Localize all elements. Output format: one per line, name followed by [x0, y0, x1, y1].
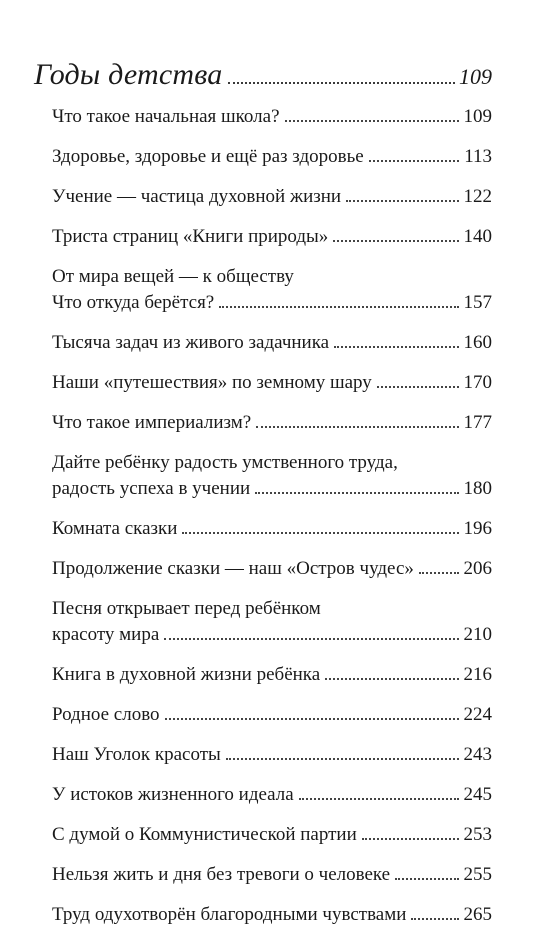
toc-entry-page-number: 245: [463, 784, 492, 805]
toc-entry-row: [52, 146, 492, 172]
toc-entry-title: С думой о Коммунистической партии: [52, 824, 357, 845]
toc-entry-page-number: 210: [463, 624, 492, 645]
toc-entry-row: [52, 824, 492, 850]
toc-entry: [52, 664, 492, 690]
table-of-contents: [34, 58, 492, 944]
dot-leader: [395, 878, 458, 880]
toc-entry-row: [52, 704, 492, 730]
toc-entry-title-line: От мира вещей — к обществу: [52, 266, 294, 287]
toc-entry: [52, 784, 492, 810]
dot-leader: [165, 718, 459, 720]
toc-entry-title: Триста страниц «Книги природы»: [52, 226, 329, 247]
toc-section-heading: [34, 58, 492, 96]
toc-entry-title: Учение — частица духовной жизни: [52, 186, 342, 207]
dot-leader: [369, 160, 460, 162]
dot-leader: [255, 492, 458, 494]
toc-entry-title: У истоков жизненного идеала: [52, 784, 294, 805]
toc-entry-page-number: 160: [463, 332, 492, 353]
toc-entry: [52, 332, 492, 358]
toc-entry: [52, 824, 492, 850]
toc-entry-page-number: 122: [463, 186, 492, 207]
toc-entry-page-number: 140: [463, 226, 492, 247]
toc-entry-row: [52, 332, 492, 358]
toc-entry-page-number: 157: [463, 292, 492, 313]
toc-entry: [52, 186, 492, 212]
dot-leader: [219, 306, 458, 308]
toc-entry-title: Здоровье, здоровье и ещё раз здоровье: [52, 146, 364, 167]
toc-entry-page-number: 177: [463, 412, 492, 433]
toc-entry-page-number: 255: [463, 864, 492, 885]
toc-entry: [52, 704, 492, 730]
toc-entry-title-line: Песня открывает перед ребёнком: [52, 598, 321, 619]
toc-entry: [52, 226, 492, 252]
toc-entry-page-number: 170: [463, 372, 492, 393]
toc-entry-row: [52, 106, 492, 132]
dot-leader: [182, 532, 458, 534]
toc-entry-page-number: 265: [463, 904, 492, 925]
toc-entry-title: красоту мира: [52, 624, 160, 645]
toc-entry-row: [52, 292, 492, 318]
toc-entry-row: [52, 186, 492, 212]
toc-entry-title-line: Дайте ребёнку радость умственного труда,: [52, 452, 398, 473]
toc-entry-row: [52, 372, 492, 398]
toc-entry-page-number: 109: [463, 106, 492, 127]
dot-leader: [256, 426, 458, 428]
dot-leader: [362, 838, 459, 840]
toc-entry-title: Нельзя жить и дня без тревоги о человеке: [52, 864, 391, 885]
dot-leader: [228, 82, 455, 84]
toc-entry-title: Наши «путешествия» по земному шару: [52, 372, 372, 393]
toc-entry-title: Продолжение сказки — наш «Остров чудес»: [52, 558, 414, 579]
toc-entry: [52, 598, 492, 650]
toc-entry: [52, 518, 492, 544]
toc-entry-page-number: 253: [463, 824, 492, 845]
toc-entry-page-number: 216: [463, 664, 492, 685]
toc-entry: [52, 412, 492, 438]
toc-entry-row: [52, 744, 492, 770]
toc-entry-row: [52, 558, 492, 584]
dot-leader: [346, 200, 458, 202]
toc-entry-page-number: 180: [463, 478, 492, 499]
toc-entry: [52, 266, 492, 318]
toc-entry-page-number: 206: [463, 558, 492, 579]
toc-entry-row: [52, 226, 492, 252]
toc-entry-page-number: 196: [463, 518, 492, 539]
dot-leader: [419, 572, 459, 574]
toc-entry: [52, 864, 492, 890]
toc-entry: [52, 558, 492, 584]
toc-entries: [34, 106, 492, 930]
toc-entry-row: [52, 478, 492, 504]
dot-leader: [164, 638, 458, 640]
section-page-number: 109: [459, 64, 492, 89]
dot-leader: [334, 346, 458, 348]
toc-entry-page-number: 243: [463, 744, 492, 765]
toc-entry-title: Книга в духовной жизни ребёнка: [52, 664, 321, 685]
toc-entry-title: Тысяча задач из живого задачника: [52, 332, 330, 353]
toc-entry: [52, 106, 492, 132]
toc-entry-title: Что такое империализм?: [52, 412, 252, 433]
dot-leader: [411, 918, 458, 920]
toc-entry: [52, 452, 492, 504]
section-title: Годы детства: [34, 58, 223, 91]
dot-leader: [325, 678, 458, 680]
toc-entry-title: Что такое начальная школа?: [52, 106, 280, 127]
toc-entry: [52, 904, 492, 930]
toc-entry: [52, 744, 492, 770]
toc-entry-row: [52, 412, 492, 438]
toc-entry-row: [52, 784, 492, 810]
dot-leader: [377, 386, 459, 388]
toc-entry-row: [52, 518, 492, 544]
dot-leader: [285, 120, 459, 122]
toc-entry-title: Комната сказки: [52, 518, 178, 539]
toc-entry-page-number: 224: [463, 704, 492, 725]
toc-entry-row: [52, 624, 492, 650]
toc-entry: [52, 146, 492, 172]
toc-entry-row: [52, 904, 492, 930]
dot-leader: [226, 758, 459, 760]
toc-entry-title: радость успеха в учении: [52, 478, 251, 499]
toc-entry-row: [52, 664, 492, 690]
toc-entry-title: Родное слово: [52, 704, 160, 725]
toc-entry: [52, 372, 492, 398]
toc-entry-title: Наш Уголок красоты: [52, 744, 221, 765]
dot-leader: [333, 240, 458, 242]
toc-entry-title: Что откуда берётся?: [52, 292, 215, 313]
toc-entry-title: Труд одухотворён благородными чувствами: [52, 904, 407, 925]
toc-entry-row: [52, 864, 492, 890]
toc-entry-page-number: 113: [464, 146, 492, 167]
dot-leader: [299, 798, 459, 800]
